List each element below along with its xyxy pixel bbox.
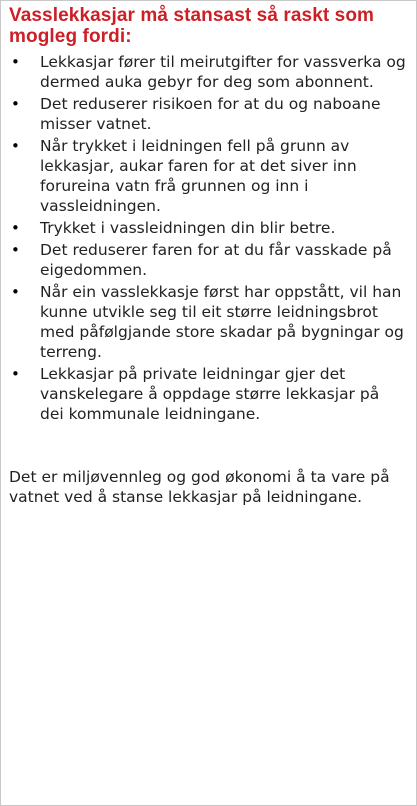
list-item (9, 52, 408, 92)
list-item-text: Det reduserer faren for at du får vasskade på eigedommen. (40, 241, 392, 279)
list-item (9, 218, 408, 238)
list-item (9, 240, 408, 280)
bullet-icon: • (11, 137, 20, 155)
list-item-text: Lekkasjar på private leidningar gjer det vanskelegare å oppdage større lekkasjar på dei kommunale leidningane. (40, 365, 380, 423)
list-item (9, 364, 408, 424)
list-item-text: Når trykket i leidningen fell på grunn av lekkasjar, aukar faren for at det siver inn forureina vatn frå grunnen og inn i vassleidningen. (40, 137, 357, 215)
list-item-text: Trykket i vassleidningen din blir betre. (40, 219, 336, 237)
list-item (9, 136, 408, 216)
page-heading: Vasslekkasjar må stansast så raskt som mogleg fordi: (9, 5, 375, 47)
list-item-text: Når ein vasslekkasje først har oppstått, vil han kunne utvikle seg til eit større leidningsbrot med påfølgjande store skadar på bygningar og terreng. (40, 283, 404, 361)
bullet-icon: • (11, 283, 20, 301)
bullet-icon: • (11, 53, 20, 71)
list-item-text: Lekkasjar fører til meirutgifter for vassverka og dermed auka gebyr for deg som abonnent. (40, 53, 406, 91)
reasons-list (9, 52, 408, 424)
bullet-icon: • (11, 365, 20, 383)
list-item-text: Det reduserer risikoen for at du og naboane misser vatnet. (40, 95, 381, 133)
list-item (9, 94, 408, 134)
list-item (9, 282, 408, 362)
bullet-icon: • (11, 95, 20, 113)
bullet-icon: • (11, 241, 20, 259)
article-body (1, 1, 416, 507)
closing-paragraph: Det er miljøvennleg og god økonomi å ta vare på vatnet ved å stanse lekkasjar på leidningane. (9, 468, 390, 506)
bullet-icon: • (11, 219, 20, 237)
